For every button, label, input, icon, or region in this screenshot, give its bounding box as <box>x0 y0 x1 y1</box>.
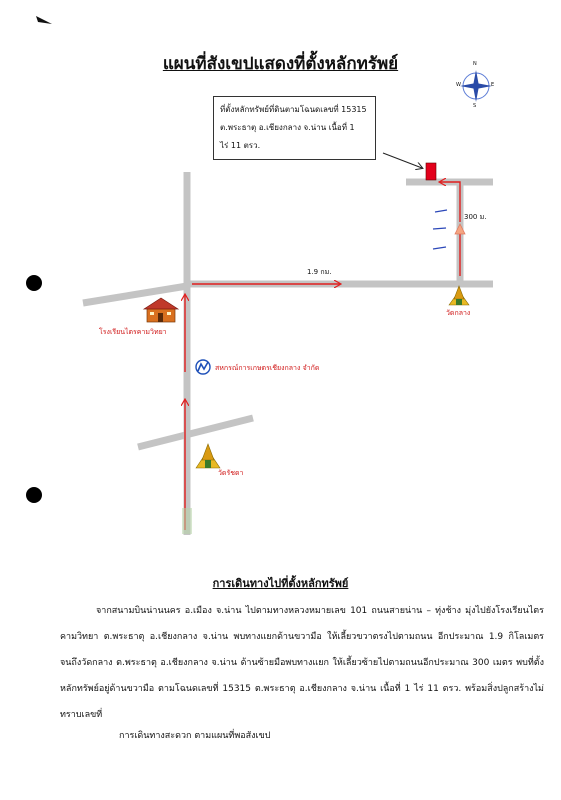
road-ticks <box>433 210 447 249</box>
compass-icon <box>460 70 495 102</box>
temple-south-label: วัดรัชดา <box>218 469 244 477</box>
directions-note: การเดินทางสะดวก ตามแผนที่พอสังเขป <box>119 731 271 741</box>
property-info-line-2: ต.พระธาตุ อ.เชียงกลาง จ.น่าน เนื้อที่ 1 <box>220 123 355 132</box>
page-title: แผนที่สังเขปแสดงที่ตั้งหลักทรัพย์ <box>162 54 399 74</box>
school-icon <box>144 298 178 322</box>
property-info-box <box>213 96 376 160</box>
roads <box>83 172 493 535</box>
compass-w-label: W <box>456 82 461 88</box>
scan-speck <box>36 16 52 24</box>
coop-logo-icon <box>196 360 210 374</box>
property-info-line-3: ไร่ 11 ตรว. <box>220 141 261 150</box>
directions-heading: การเดินทางไปที่ตั้งหลักทรัพย์ <box>212 577 349 590</box>
punch-hole-bottom <box>26 487 42 503</box>
compass-s-label: S <box>473 103 477 109</box>
compass-n-label: N <box>473 61 477 67</box>
scan-smudge <box>182 508 192 534</box>
temple-east-label: วัดกลาง <box>446 309 471 317</box>
temple-icon-south <box>196 444 220 468</box>
coop-label: สหกรณ์การเกษตรเชียงกลาง จำกัด <box>215 364 320 372</box>
temple-icon-east <box>449 286 469 305</box>
property-marker <box>426 163 436 180</box>
cross-road-south <box>138 418 253 447</box>
directions-body: จากสนามบินน่านนคร อ.เมือง จ.น่าน ไปตามทางหลวงหมายเลข 101 ถนนสายน่าน – ทุ่งช้าง มุ่งไปยังโรงเรียนไตรคามวิทยา ต.พระธาตุ อ.เชียงกลาง จ.น่าน พบทางแยกด้านขวามือ ให้เลี้ยวขวาตรงไปตามถนน อีกประมาณ 1.9 กิโลเมตร จนถึงวัดกลาง ต.พระธาตุ อ.เชียงกลาง จ.น่าน ด้านซ้ายมือพบทางแยก ให้เลี้ยวซ้ายไปตามถนนอีกประมาณ 300 เมตร พบที่ตั้งหลักทรัพย์อยู่ด้านขวามือ ตามโฉนดเลขที่ 15315 ต.พระธาตุ อ.เชียงกลาง จ.น่าน เนื้อที่ 1 ไร่ 11 ตรว. พร้อมสิ่งปลูกสร้างไม่ทราบเลขที่ <box>60 606 544 720</box>
school-label: โรงเรียนไตรคามวิทยา <box>99 328 167 336</box>
callout-pointer <box>383 153 422 168</box>
compass-e-label: E <box>491 82 495 88</box>
property-info-line-1: ที่ตั้งหลักทรัพย์ที่ดินตามโฉนดเลขที่ 15315 <box>220 105 367 114</box>
school-road <box>83 286 187 303</box>
punch-hole-top <box>26 275 42 291</box>
distance-label-long: 1.9 กม. <box>307 268 332 276</box>
distance-label-short: 300 ม. <box>464 213 487 221</box>
